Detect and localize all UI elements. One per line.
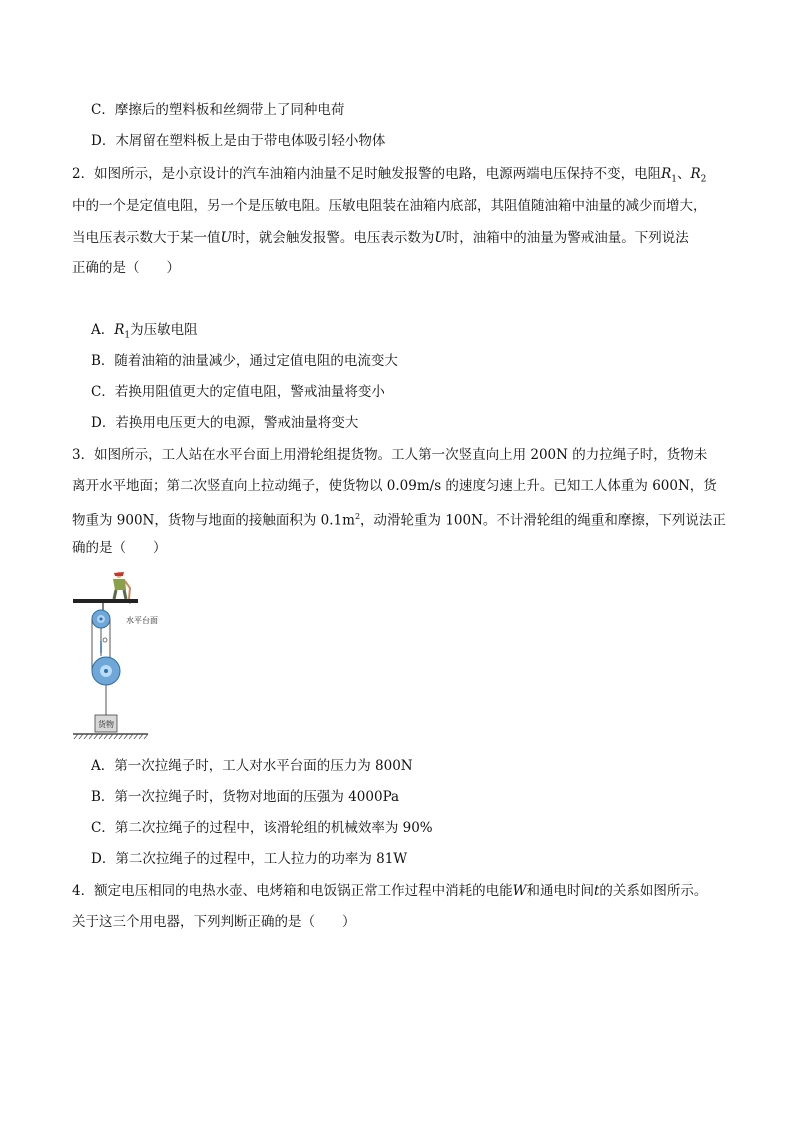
q2-option-d: D．若换用电压更大的电源，警戒油量将变大 bbox=[91, 415, 359, 431]
ground-hatch bbox=[74, 734, 148, 739]
q2-option-b: B．随着油箱的油量减少，通过定值电阻的电流变大 bbox=[91, 353, 398, 369]
q2-option-a: A．$R_1$为压敏电阻 bbox=[91, 322, 198, 341]
q2-stem-line3: 当电压表示数大于某一值U时，就会触发报警。电压表示数为U时，油箱中的油量为警戒油量。下列说法 bbox=[72, 230, 689, 246]
q3-stem-line2: 离开水平地面；第二次竖直向上拉动绳子，使货物以 0.09m/s 的速度匀速上升。已知工人体重为 600N，货 bbox=[72, 478, 717, 494]
q2-stem-line2: 中的一个是定值电阻，另一个是压敏电阻。压敏电阻装在油箱内底部，其阻值随油箱中油量的减少而增大， bbox=[72, 198, 707, 214]
horizontal-platform bbox=[73, 599, 138, 603]
q3-stem-line3: 物重为 900N，货物与地面的接触面积为 $0.1m^2$，动滑轮重为 100N。不计滑轮组的绳重和摩擦，下列说法正 bbox=[72, 512, 726, 529]
q3-stem-line4: 确的是（ ） bbox=[72, 540, 167, 556]
movable-pulley bbox=[92, 657, 120, 685]
platform-label: 水平台面 bbox=[126, 616, 158, 625]
q2-option-c: C．若换用阻值更大的定值电阻，警戒油量将变小 bbox=[91, 384, 385, 400]
q3-option-a: A．第一次拉绳子时，工人对水平台面的压力为 800N bbox=[91, 758, 413, 774]
q2-stem-line1: 2．如图所示，是小京设计的汽车油箱内油量不足时触发报警的电路，电源两端电压保持不变，电阻$R_1$、$R_2$ bbox=[72, 166, 707, 185]
q2-stem-line4: 正确的是（ ） bbox=[72, 260, 180, 276]
q3-option-d: D．第二次拉绳子的过程中，工人拉力的功率为 81W bbox=[91, 851, 408, 867]
q3-option-b: B．第一次拉绳子时，货物对地面的压强为 4000Pa bbox=[91, 789, 400, 805]
q1-option-c: C．摩擦后的塑料板和丝绸带上了同种电荷 bbox=[91, 102, 345, 118]
q4-stem-line2: 关于这三个用电器，下列判断正确的是（ ） bbox=[72, 914, 356, 930]
q1-option-d: D．木屑留在塑料板上是由于带电体吸引轻小物体 bbox=[91, 133, 386, 149]
worker-figure bbox=[113, 572, 130, 599]
pulley-system-figure bbox=[68, 568, 188, 743]
q4-stem-line1: 4．额定电压相同的电热水壶、电烤箱和电饭锅正常工作过程中消耗的电能W和通电时间t的关系如图所示。 bbox=[72, 883, 708, 899]
fixed-pulley bbox=[92, 610, 110, 628]
cargo-label: 货物 bbox=[98, 720, 114, 729]
q3-option-c: C．第二次拉绳子的过程中，该滑轮组的机械效率为 90% bbox=[91, 820, 433, 836]
q3-stem-line1: 3．如图所示，工人站在水平台面上用滑轮组提货物。工人第一次竖直向上用 200N 的力拉绳子时，货物未 bbox=[72, 447, 708, 463]
